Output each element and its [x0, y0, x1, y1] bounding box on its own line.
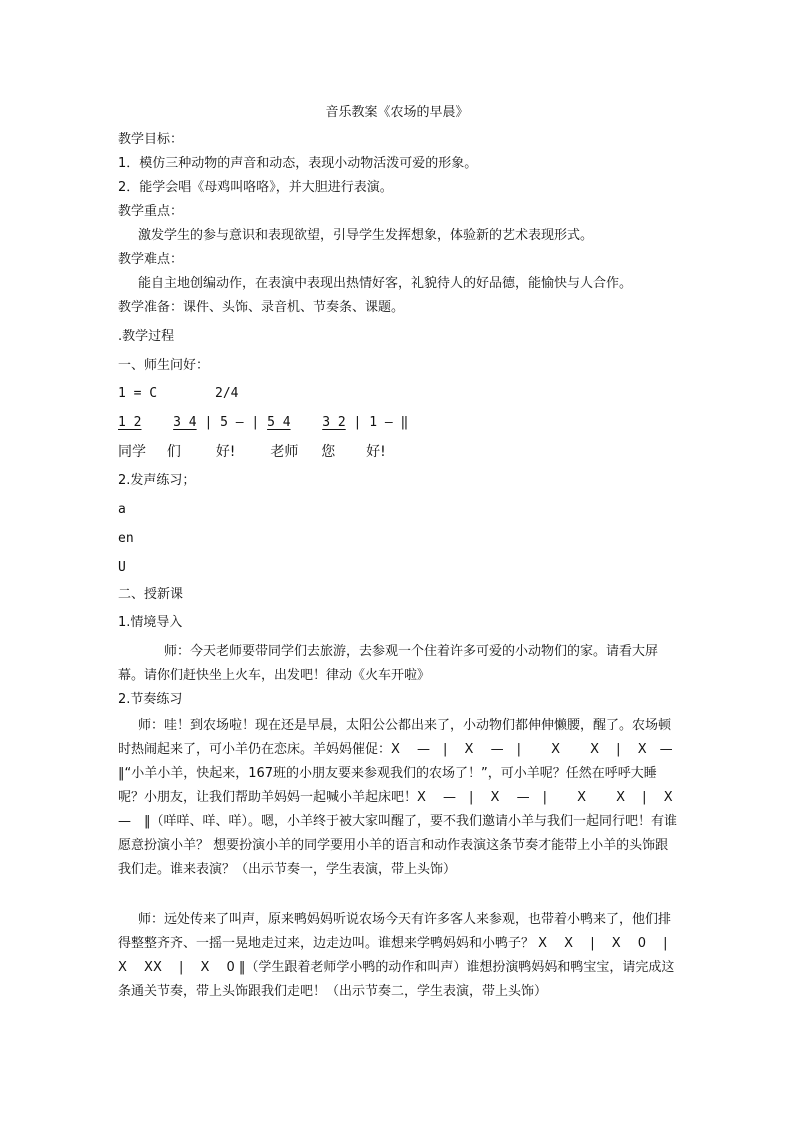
scenario-intro-heading: 1.情境导入	[118, 615, 183, 630]
bar-line: |	[353, 415, 362, 430]
note-group: 1 —	[369, 415, 393, 430]
end-bar-line: ‖	[400, 415, 409, 430]
process-heading: .教学过程	[118, 329, 175, 344]
note-group: 5 —	[220, 415, 244, 430]
section-greeting-heading: 一、师生问好：	[118, 358, 210, 373]
difficulties-heading: 教学难点：	[118, 252, 184, 267]
vowel-u: U	[118, 560, 126, 575]
note-group: 3 4	[173, 415, 197, 430]
lyric-word: 您	[321, 444, 336, 460]
lyric-word: 老师	[270, 444, 299, 460]
section-new-lesson-heading: 二、授新课	[118, 587, 184, 602]
lyric-word: 好!	[366, 444, 386, 460]
notation-line	[118, 413, 408, 433]
time-signature: 2/4	[215, 386, 239, 401]
vowel-en: en	[118, 531, 134, 546]
lyrics-line	[118, 442, 386, 462]
note-group: 1 2	[118, 415, 142, 430]
bar-line: |	[204, 415, 213, 430]
rhythm-practice-heading: 2.节奏练习	[118, 692, 183, 707]
rhythm-paragraph-duck: 师：远处传来了叫声，原来鸭妈妈听说农场今天有许多客人来参观，也带着小鸭来了，他们排得整整齐齐、一摇一晃地走过来，边走边叫。谁想来学鸭妈妈和小鸭子？ X X | X 0 | X XX | X 0 ‖（学生跟着老师学小鸭的动作和叫声）谁想扮演鸭妈妈和鸭宝宝，请完成这条通关节奏，带上头饰跟我们走吧！（出示节奏二，学生表演，带上头饰）	[118, 912, 685, 999]
lyric-word: 同学	[118, 444, 146, 460]
bar-line: |	[251, 415, 260, 430]
goal-item-1: 1．模仿三种动物的声音和动态，表现小动物活泼可爱的形象。	[118, 156, 478, 171]
lyric-word: 好!	[215, 444, 236, 460]
vocal-practice-heading: 2.发声练习；	[118, 473, 196, 488]
rhythm-paragraph-lamb: 师：哇！到农场啦！现在还是早晨，太阳公公都出来了，小动物们都伸伸懒腰，醒了。农场顿时热闹起来了，可小羊仍在恋床。羊妈妈催促：X — | X — | X X | X — ‖“小羊小羊，快起来，167班的小朋友要来参观我们的农场了！”，可小羊呢？任然在呼呼大睡呢？小朋友，让我们帮助羊妈妈一起喊小羊起床吧！X — | X — | X X | X — ‖（咩咩、咩、咩）。嗯，小羊终于被大家叫醒了，要不我们邀请小羊与我们一起同行吧！有谁愿意扮演小羊？ 想要扮演小羊的同学要用小羊的语言和动作表演这条节奏才能带上小羊的头饰跟我们走。谁来表演？（出示节奏一，学生表演，带上头饰）	[118, 718, 686, 877]
note-group: 5 4	[267, 415, 291, 430]
document-title: 音乐教案《农场的早晨》	[325, 105, 469, 120]
key-points-heading: 教学重点：	[118, 204, 184, 219]
key-points-text: 激发学生的参与意识和表现欲望，引导学生发挥想象，体验新的艺术表现形式。	[138, 228, 594, 243]
scenario-intro-text: 师：今天老师要带同学们去旅游，去参观一个住着许多可爱的小动物们的家。请看大屏幕。请你们赶快坐上火车，出发吧！律动《火车开啦》	[118, 644, 659, 683]
difficulties-text: 能自主地创编动作，在表演中表现出热情好客，礼貌待人的好品德，能愉快与人合作。	[138, 276, 633, 291]
goals-heading: 教学目标：	[118, 132, 184, 147]
lyric-word: 们	[166, 444, 181, 460]
key-signature: 1 = C	[118, 386, 158, 401]
goal-item-2: 2．能学会唱《母鸡叫咯咯》，并大胆进行表演。	[118, 180, 393, 195]
note-group: 3 2	[322, 415, 346, 430]
preparation-text: 教学准备：课件、头饰、录音机、节奏条、课题。	[118, 300, 405, 315]
vowel-a: a	[118, 502, 126, 517]
